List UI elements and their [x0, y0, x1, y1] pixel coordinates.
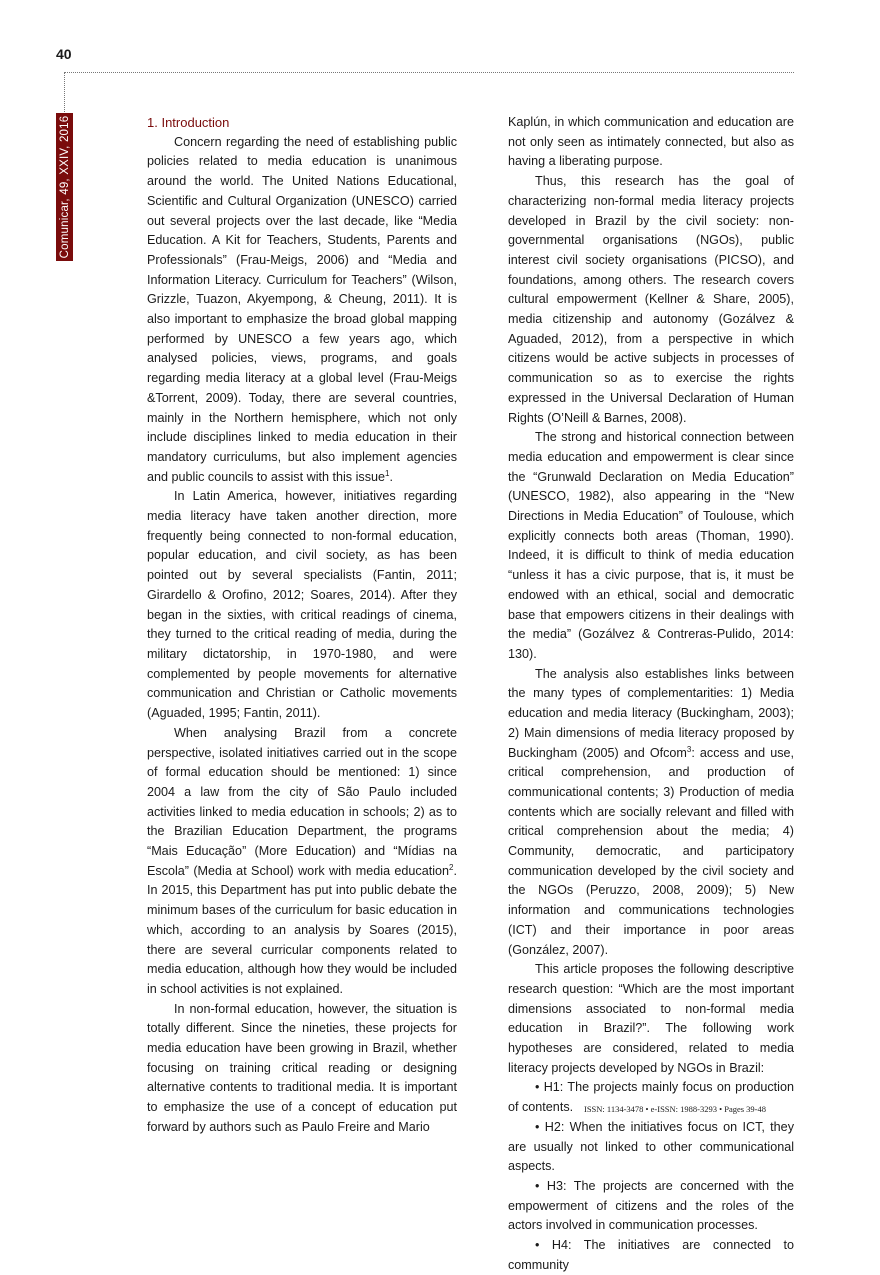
paragraph: In non-formal education, however, the situation is totally different. Since the nineties, these projects for media education have been growing in Brazil, whether focusing on training critical reading or designing alternative contents to traditional media. It is important to emphasize the use of a concept of education put forward by authors such as Paulo Freire and Mario — [147, 1001, 457, 1134]
footnote-ref[interactable]: 3 — [686, 744, 692, 754]
text: . — [389, 469, 393, 484]
paragraph: Kaplún, in which communication and education are not only seen as intimately connected, but also as having a liberating purpose. — [508, 115, 794, 169]
text: : access and use, critical comprehension, and production of communicational contents; 3) Production of media contents which are socially relevant and filled with critical comprehension about the media; 4) Community, democratic, and participatory communication developed by the civil society and the NGOs (Peruzzo, 2008, 2009); 5) New information and communications technologies (ICT) and their importance in poor areas (González, 2007). — [508, 745, 794, 957]
text: . In 2015, this Department has put into public debate the minimum bases of the curriculum for basic education in which, according to an analysis by Soares (2015), there are several curricular components related to media education, although how they would be included in school activities is not explained. — [147, 863, 457, 996]
paragraph: This article proposes the following descriptive research question: “Which are the most important dimensions associated to non-formal media education in Brazil?”. The following work hypotheses are considered, related to media literacy projects developed by NGOs in Brazil: — [508, 962, 794, 1075]
text: Concern regarding the need of establishing public policies related to media education is unanimous around the world. The United Nations Educational, Scientific and Cultural Organization (UNESCO) carried out several projects over the last decade, like “Media Education. A Kit for Teachers, Students, Parents and Professionals” (Frau-Meigs, 2006) and “Media and Information Literacy. Curriculum for Teachers” (Wilson, Grizzle, Tuazon, Akyempong, & Cheung, 2011). It is also important to emphasize the broad global mapping performed by UNESCO a few years ago, which analysed policies, views, programs, and goals regarding media literacy at a global level (Frau-Meigs &Torrent, 2009). Today, there are several countries, mainly in the Northern hemisphere, which not only include disciplines linked to media education in their mandatory curriculums, but also implement agencies and public councils to assist with this issue — [147, 134, 457, 484]
paragraph — [147, 724, 457, 1000]
text: The analysis also establishes links between the many types of complementarities: 1) Media education and media literacy (Buckingham, 2003); 2) Main dimensions of media literacy proposed by Buckingham (2005) and Ofcom — [508, 666, 794, 760]
hypothesis-item: • H4: The initiatives are connected to community — [508, 1238, 794, 1272]
paragraph: In Latin America, however, initiatives regarding media literacy have taken another direction, more frequently being connected to non-formal education, popular education, and civil society, as has been pointed out by several specialists (Fantin, 2011; Girardello & Orofino, 2012; Soares, 2014). After they began in the sixties, with critical readings of cinema, they turned to the critical reading of media, during the military dictatorship, in 1970-1980, and were complemented by people movements for alternative communication and Christian or Catholic movements (Aguaded, 1995; Fantin, 2011). — [147, 489, 457, 721]
text: When analysing Brazil from a concrete perspective, isolated initiatives carried out in the scope of formal education should be mentioned: 1) since 2004 a law from the city of São Paulo included activities linked to media education in schools; 2) as to the Brazilian Education Department, the programs “Mais Educação” (More Education) and “Mídias na Escola” (Media at School) work with media education — [147, 725, 457, 878]
hypothesis-item: • H3: The projects are concerned with the empowerment of citizens and the roles of the actors involved in communication processes. — [508, 1178, 794, 1233]
footnote-ref[interactable]: 1 — [385, 468, 390, 478]
header-divider — [64, 72, 794, 73]
footnote-ref[interactable]: 2 — [449, 862, 454, 872]
spine-text: Comunicar, 49, XXIV, 2016 — [58, 115, 71, 259]
left-column — [147, 113, 457, 1138]
section-heading: 1. Introduction — [147, 115, 230, 130]
page-number: 40 — [56, 46, 72, 62]
hypothesis-item: • H1: The projects mainly focus on production of contents. — [508, 1080, 794, 1115]
paragraph — [508, 665, 794, 961]
spine-divider — [64, 72, 65, 116]
journal-spine-label — [56, 113, 73, 261]
paragraph: The strong and historical connection between media education and empowerment is clear since the “Grunwald Declaration on Media Education” (UNESCO, 1982), also appearing in the “New Directions in Media Education” of Toulouse, which explicitly connects both areas (Thoman, 1990). Indeed, it is difficult to think of media education “unless it has a civic purpose, that is, it must be endowed with an ethical, social and democratic base that empowers citizens in their dealings with the media” (Gozálvez & Contreras-Pulido, 2014: 130). — [508, 430, 794, 661]
right-column — [508, 113, 794, 1275]
paragraph — [147, 133, 457, 488]
page-footer-issn: ISSN: 1134-3478 • e-ISSN: 1988-3293 • Pages 39-48 — [584, 1104, 767, 1114]
hypothesis-item: • H2: When the initiatives focus on ICT, they are usually not linked to other communicational aspects. — [508, 1119, 794, 1174]
paragraph: Thus, this research has the goal of characterizing non-formal media literacy projects developed in Brazil by the civil society: non-governmental organisations (NGOs), public interest civil society organisations (PICSO), and foundations, among others. The research covers cultural empowerment (Kellner & Share, 2005), media citizenship and autonomy (Gozálvez & Aguaded, 2012), from a perspective in which citizens would be active subjects in processes of communication so as to exercise the rights expressed in the Universal Declaration of Human Rights (O’Neill & Barnes, 2008). — [508, 174, 794, 425]
